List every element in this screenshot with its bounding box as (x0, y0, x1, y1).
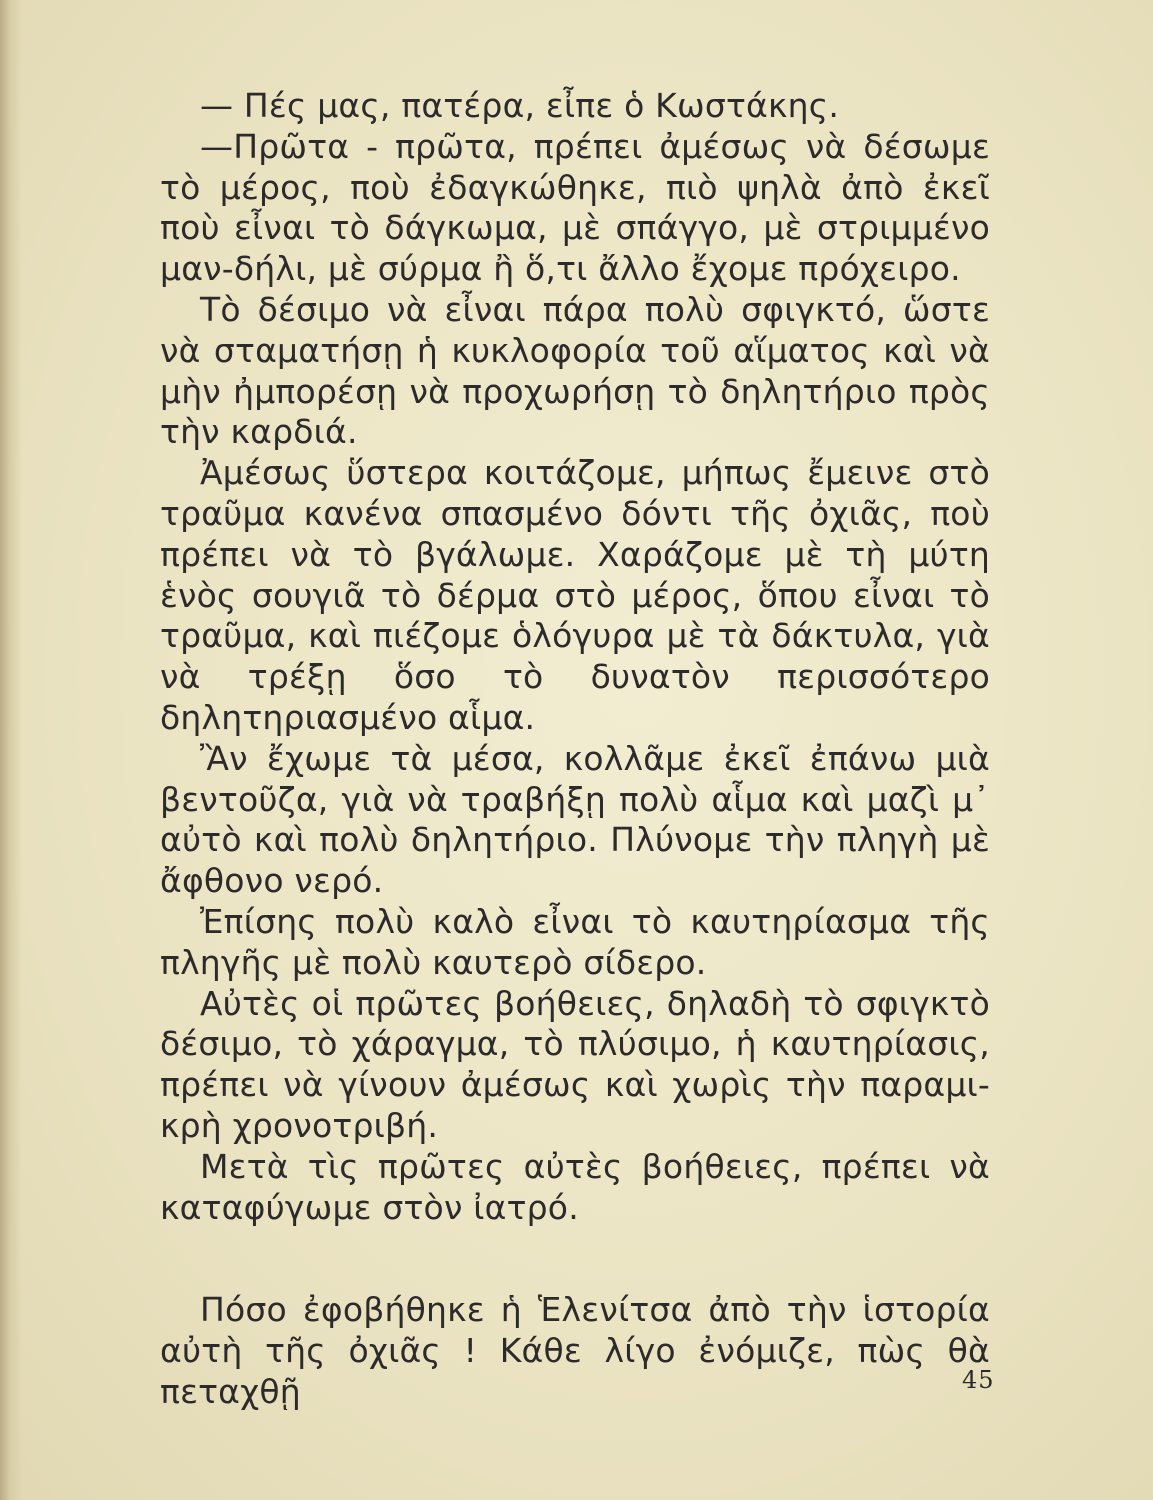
page-number: 45 (962, 1366, 995, 1394)
paragraph-1: — Πές μας, πατέρα, εἶπε ὁ Κωστάκης. (200, 86, 840, 125)
paragraph-6: Ἐπίσης πολὺ καλὸ εἶναι τὸ καυτηρίασμα τῆς πληγῆς μὲ πολὺ καυτερὸ σίδερο. (160, 901, 990, 982)
paragraph-7: Αὐτὲς οἱ πρῶτες βοήθειες, δηλαδὴ τὸ σφιγκτὸ δέσιμο, τὸ χάραγμα, τὸ πλύσιμο, ἡ καυτηρίασις, πρέπει νὰ γίνουν ἀμέσως καὶ χωρὶς τὴν παραμι-κρὴ χρονοτριβή. (160, 983, 990, 1145)
paragraph-2: —Πρῶτα - πρῶτα, πρέπει ἀμέσως νὰ δέσωμε τὸ μέρος, ποὺ ἐδαγκώθηκε, πιὸ ψηλὰ ἀπὸ ἐκεῖ ποὺ εἶναι τὸ δάγκωμα, μὲ σπάγγο, μὲ στριμμένο μαν-δήλι, μὲ σύρμα ἢ ὅ,τι ἄλλο ἔχομε πρόχειρο. (160, 126, 990, 289)
paragraph-5: Ἂν ἔχωμε τὰ μέσα, κολλᾶμε ἐκεῖ ἐπάνω μιὰ βεντοῦζα, γιὰ νὰ τραβήξῃ πολὺ αἷμα καὶ μαζὶ μ᾿ αὐτὸ καὶ πολὺ δηλητήριο. Πλύνομε τὴν πληγὴ μὲ ἄφθονο νερό. (160, 738, 990, 901)
paragraph-3: Τὸ δέσιμο νὰ εἶναι πάρα πολὺ σφιγκτό, ὥστε νὰ σταματήσῃ ἡ κυκλοφορία τοῦ αἵματος καὶ νὰ μὴν ἠμπορέσῃ νὰ προχωρήσῃ τὸ δηλητήριο πρὸς τὴν καρδιά. (160, 289, 990, 452)
paragraph-8: Μετὰ τὶς πρῶτες αὐτὲς βοήθειες, πρέπει νὰ καταφύγωμε στὸν ἰατρό. (160, 1146, 990, 1227)
closing-paragraph: Πόσο ἐφοβήθηκε ἡ Ἑλενίτσα ἀπὸ τὴν ἱστορία αὐτὴ τῆς ὀχιᾶς ! Κάθε λίγο ἐνόμιζε, πὼς θὰ πεταχθῇ (160, 1290, 990, 1411)
page-text (160, 86, 990, 1413)
binding-shadow (0, 0, 22, 1500)
paragraph-4: Ἀμέσως ὕστερα κοιτάζομε, μήπως ἔμεινε στὸ τραῦμα κανένα σπασμένο δόντι τῆς ὀχιᾶς, ποὺ πρέπει νὰ τὸ βγάλωμε. Χαράζομε μὲ τὴ μύτη ἑνὸς σουγιᾶ τὸ δέρμα στὸ μέρος, ὅπου εἶναι τὸ τραῦμα, καὶ πιέζομε ὁλόγυρα μὲ τὰ δάκτυλα, γιὰ νὰ τρέξῃ ὅσο τὸ δυνατὸν περισσότερο δηλητηριασμένο αἷμα. (160, 453, 990, 737)
section-gap (160, 1228, 990, 1290)
